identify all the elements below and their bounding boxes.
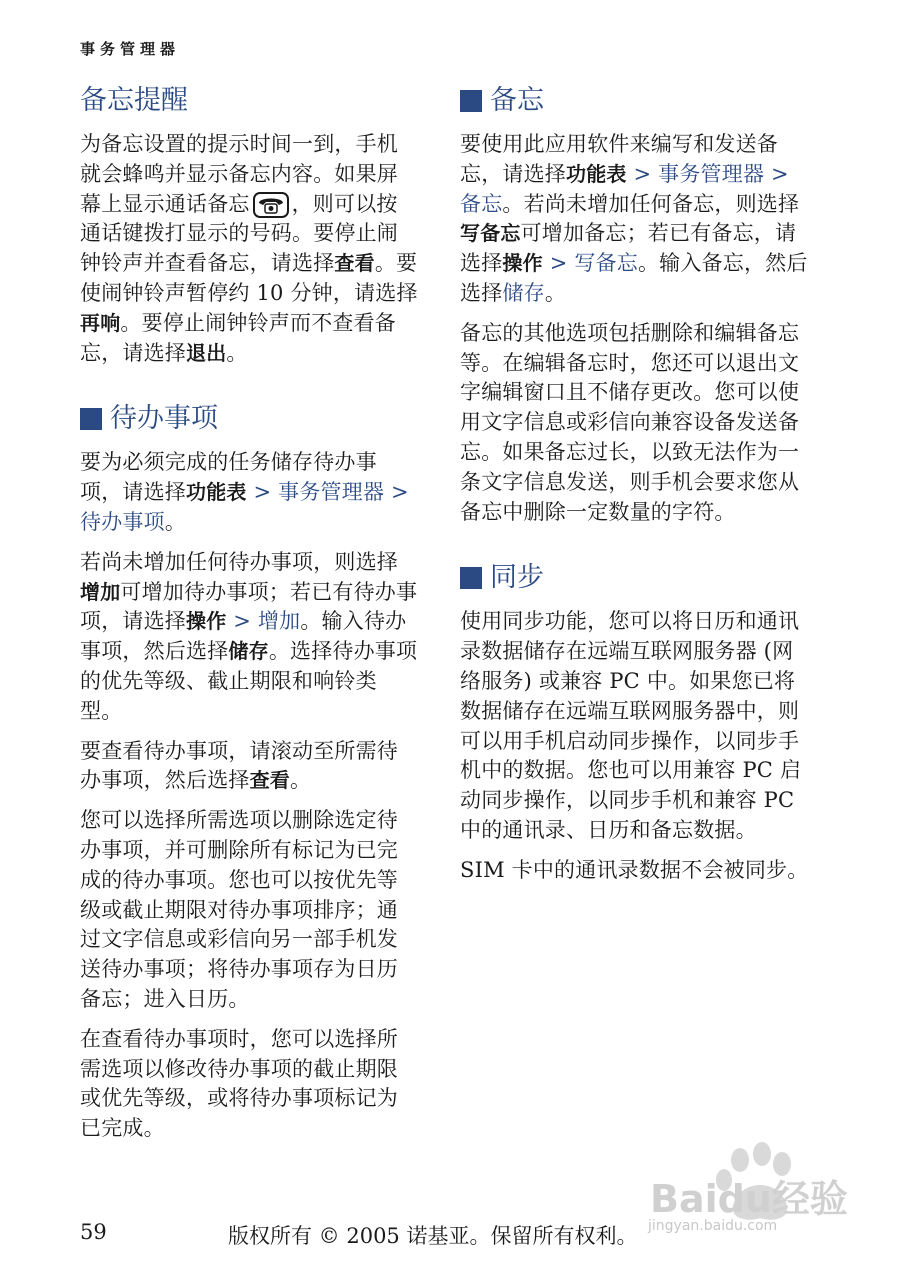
heading-bullet-icon (460, 567, 482, 589)
section-title-notes: 备忘 (460, 82, 810, 120)
page-number: 59 (80, 1220, 107, 1244)
sync-paragraph-2: SIM 卡中的通讯录数据不会被同步。 (460, 857, 809, 882)
heading-bullet-icon (80, 408, 102, 430)
watermark-url: jingyan.baidu.com (648, 1218, 778, 1234)
sync-paragraph-1: 使用同步功能，您可以将日历和通讯录数据储存在远端互联网服务器 (网络服务) 或兼容 PC 中。如果您已将数据储存在远端互联网服务器中，则可以用手机启动同步操作，以同步手机中的数据。您也可以用兼容 PC 启动同步操作，以同步手机和兼容 PC 中的通讯录、日历和备忘数据。 (460, 609, 802, 842)
section-title-todo: 待办事项 (80, 400, 418, 438)
todo-paragraph-2: 若尚未增加任何待办事项，则选择增加可增加待办事项；若已有待办事项，请选择操作 > 增加。输入待办事项，然后选择储存。选择待办事项的优先等级、截止期限和响铃类型。 (80, 549, 418, 723)
section-title-reminder: 备忘提醒 (80, 85, 188, 116)
call-note-icon (252, 191, 290, 219)
section-sync (460, 559, 810, 885)
section-title-sync: 同步 (460, 559, 810, 597)
notes-paragraph-2: 备忘的其他选项包括删除和编辑备忘等。在编辑备忘时，您还可以退出文字编辑窗口且不储存更改。您可以使用文字信息或彩信向兼容设备发送备忘。如果备忘过长，以致无法作为一条文字信息发送，则手机会要求您从备忘中删除一定数量的字符。 (460, 320, 800, 524)
left-column (80, 82, 418, 1168)
watermark-logo-text: Baidu经验 (650, 1177, 848, 1221)
section-todo (80, 400, 418, 1144)
right-column (460, 82, 810, 910)
todo-paragraph-1: 要为必须完成的任务储存待办事项，请选择功能表 > 事务管理器 > 待办事项。 (80, 450, 409, 534)
todo-paragraph-5: 在查看待办事项时，您可以选择所需选项以修改待办事项的截止期限或优先等级，或将待办事项标记为已完成。 (80, 1026, 398, 1141)
running-head: 事务管理器 (80, 40, 181, 58)
section-notes (460, 82, 810, 527)
notes-paragraph-1: 要使用此应用软件来编写和发送备忘，请选择功能表 > 事务管理器 > 备忘。若尚未增加任何备忘，则选择写备忘可增加备忘；若已有备忘，请选择操作 > 写备忘。输入备忘，然后选择储存。 (460, 132, 808, 305)
heading-bullet-icon (460, 90, 482, 112)
copyright-notice: 版权所有 © 2005 诺基亚。保留所有权利。 (228, 1224, 638, 1248)
section-reminder (80, 82, 418, 368)
todo-paragraph-3: 要查看待办事项，请滚动至所需待办事项，然后选择查看。 (80, 738, 398, 793)
reminder-paragraph: 为备忘设置的提示时间一到，手机就会蜂鸣并显示备忘内容。如果屏幕上显示通话备忘 ，则可以按通话键拨打显示的号码。要停止闹钟铃声并查看备忘，请选择查看。要使闹钟铃声暂停约 10 分钟，请选择再响。要停止闹钟铃声而不查看备忘，请选择退出。 (80, 132, 418, 365)
todo-paragraph-4: 您可以选择所需选项以删除选定待办事项，并可删除所有标记为已完成的待办事项。您也可以按优先等级或截止期限对待办事项排序；通过文字信息或彩信向另一部手机发送待办事项；将待办事项存为日历备忘；进入日历。 (80, 808, 398, 1011)
